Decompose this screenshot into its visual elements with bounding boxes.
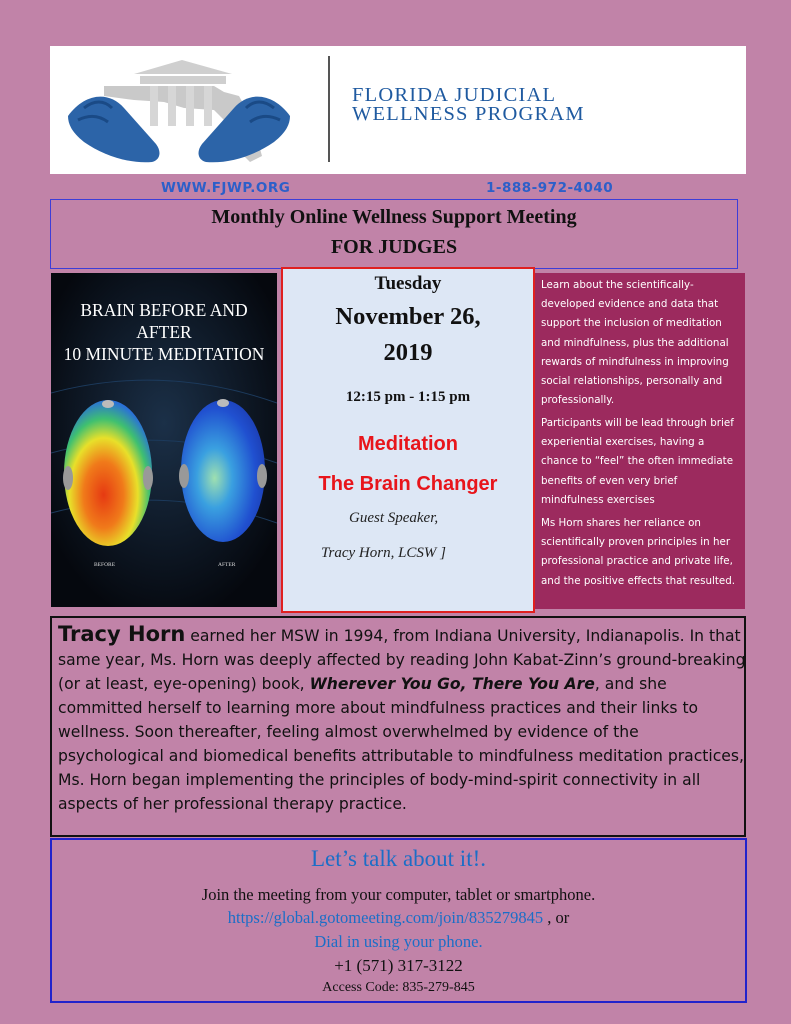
hands-holding-courthouse-logo	[64, 56, 294, 166]
guest-speaker-label: Guest Speaker,	[349, 510, 439, 526]
brain-scan-image	[51, 273, 277, 607]
brain-title-line1: BRAIN BEFORE AND AFTER	[80, 300, 248, 342]
dial-in-phone[interactable]: +1 (571) 317-3122	[334, 956, 463, 975]
event-day: Tuesday	[374, 273, 442, 294]
header-logo-panel	[50, 46, 746, 174]
program-name-line2: WELLNESS PROGRAM	[352, 103, 585, 125]
description-panel	[535, 273, 745, 609]
meeting-link-line	[52, 908, 745, 928]
event-time: 12:15 pm - 1:15 pm	[345, 389, 471, 405]
event-date-line2: 2019	[383, 339, 433, 366]
speaker-name: Tracy Horn, LCSW ]	[321, 545, 447, 561]
website-link[interactable]: WWW.FJWP.ORG	[161, 180, 291, 196]
bio-text-part: earned her MSW in 1994, from Indiana University, Indianapolis. In that same year, Ms. Horn was deeply affected by reading John Kabat-Zinn’s ground-breaking (or at least, eye-opening) book,	[58, 627, 746, 693]
meeting-title: Monthly Online Wellness Support Meeting	[211, 206, 577, 228]
description-paragraph: Ms Horn shares her reliance on scientifically proven principles in her professional practice and private life, and the positive effects that resulted.	[541, 517, 736, 587]
caption-after: AFTER	[218, 562, 236, 568]
bio-speaker-name: Tracy Horn	[58, 622, 186, 646]
description-paragraph: Learn about the scientifically-developed evidence and data that support the inclusion of meditation and mindfulness, plus the additional rewards of mindfulness in improving social relationships, personally and professionally.	[541, 279, 729, 407]
event-date-line1: November 26,	[335, 303, 481, 330]
dial-in-text: Dial in using your phone.	[314, 932, 483, 951]
meeting-link-suffix: , or	[543, 908, 570, 927]
speaker-bio-box	[50, 616, 746, 837]
meeting-title-box	[50, 199, 738, 269]
talk-title-line2: The Brain Changer	[318, 473, 498, 495]
event-date	[283, 299, 533, 371]
brain-title-line2: 10 MINUTE MEDITATION	[63, 344, 265, 364]
meeting-link[interactable]: https://global.gotomeeting.com/join/835279845	[227, 908, 544, 927]
speaker-bio	[58, 622, 748, 816]
description-paragraph: Participants will be lead through brief experiential exercises, having a chance to “feel” the often immediate benefits of even very brief mindfulness exercises	[541, 417, 734, 506]
event-date-box	[281, 267, 535, 613]
talk-title-line1: Meditation	[358, 433, 458, 455]
call-to-action-box	[50, 838, 747, 1003]
cta-instructions: Join the meeting from your computer, tablet or smartphone.	[201, 885, 596, 904]
meeting-audience: FOR JUDGES	[330, 236, 458, 258]
caption-before: BEFORE	[94, 562, 116, 568]
brain-image-title	[51, 299, 277, 365]
cta-title: Let’s talk about it!.	[310, 846, 486, 871]
program-name-line1: FLORIDA JUDICIAL	[352, 84, 557, 106]
book-title: Wherever You Go, There You Are	[309, 675, 595, 693]
access-code: Access Code: 835-279-845	[322, 980, 475, 995]
logo-divider	[328, 56, 330, 162]
bio-text-part: , and she committed herself to learning more about mindfulness practices and their links to wellness. Soon thereafter, feeling almost overwhelmed by evidence of the psychological and biomedical benefits attributable to mindfulness meditation practices, Ms. Horn began implementing the principles of body-mind-spirit connectivity in all aspects of her professional therapy practice.	[58, 675, 744, 813]
program-name	[352, 86, 722, 124]
phone-number[interactable]: 1-888-972-4040	[486, 180, 614, 196]
